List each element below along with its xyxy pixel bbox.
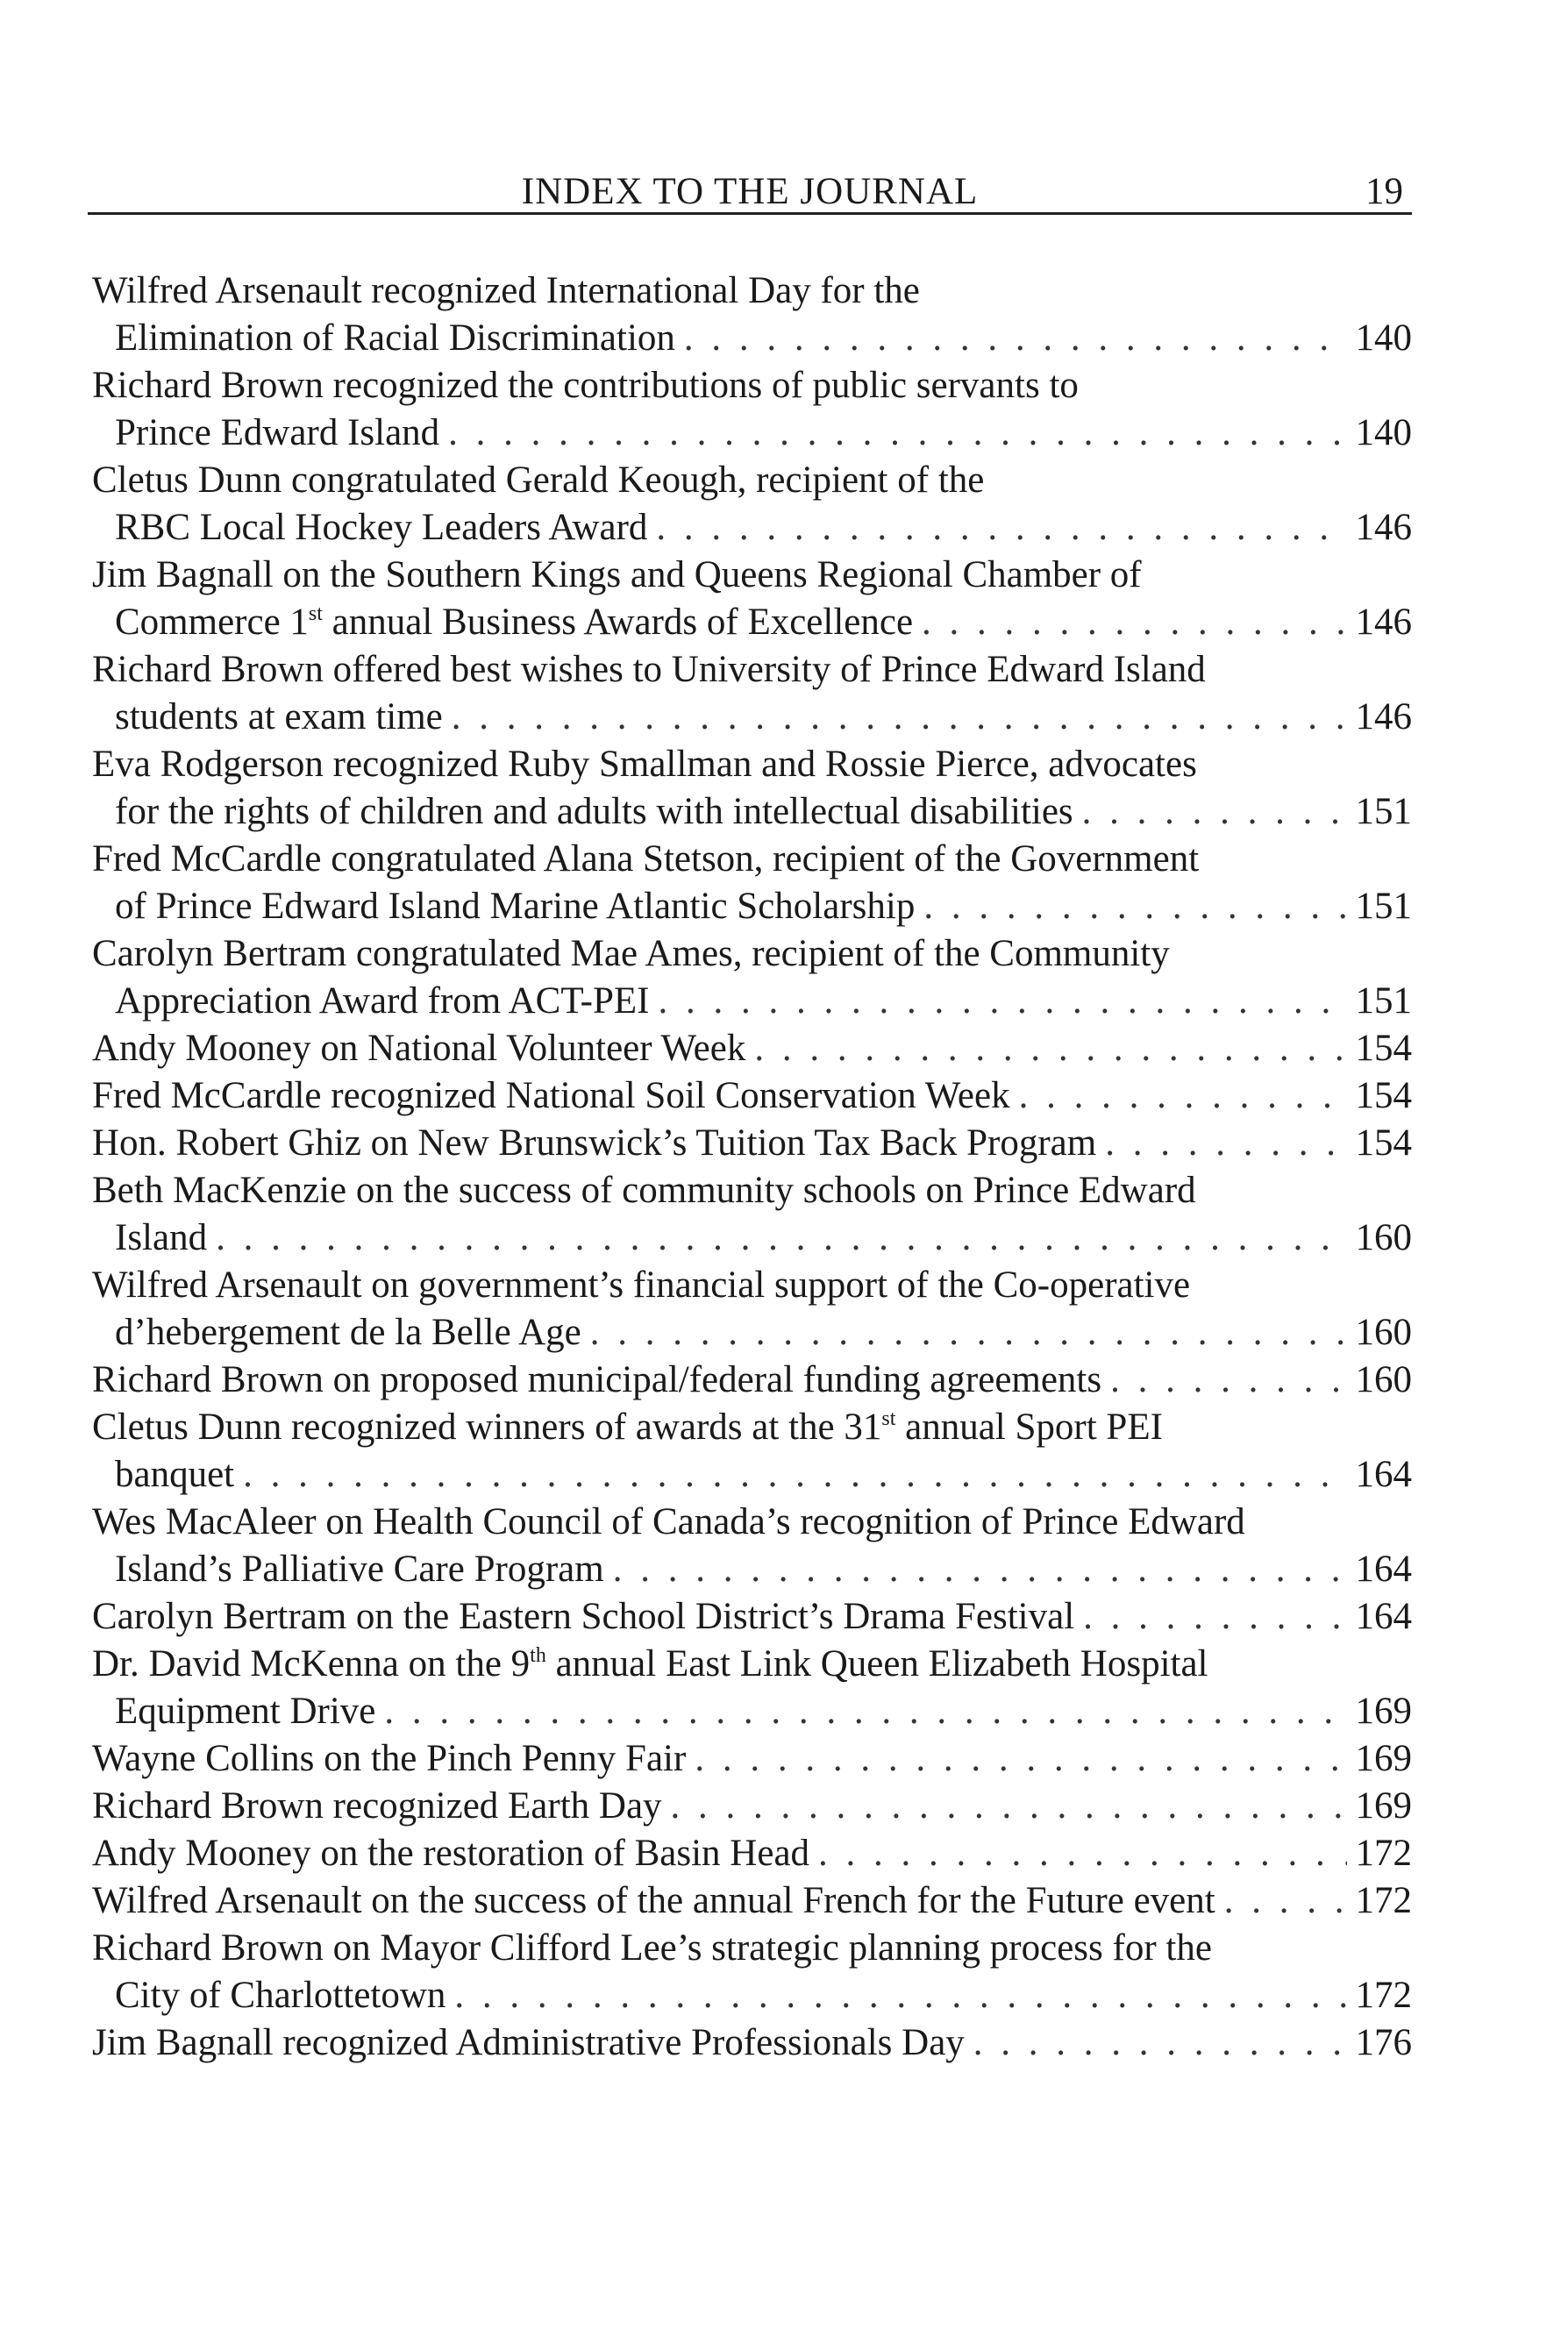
entry-page-number: 164 (1355, 1454, 1412, 1495)
dot-leader (1105, 1120, 1346, 1167)
entry-page-number: 151 (1355, 791, 1412, 832)
entry-first-line: Fred McCardle congratulated Alana Stetson, recipient of the Government (92, 838, 1200, 880)
index-list (92, 267, 1412, 2067)
ordinal-suffix: st (881, 1407, 896, 1430)
entry-last-line (92, 1877, 1412, 1925)
dot-leader (656, 504, 1346, 552)
entry-last-line (92, 1072, 1412, 1120)
index-entry (92, 1783, 1412, 1830)
dot-leader (243, 1451, 1346, 1499)
entry-last-line (92, 1593, 1412, 1641)
running-title: INDEX TO THE JOURNAL (521, 171, 979, 212)
index-entry (92, 1072, 1412, 1120)
dot-leader (1019, 1072, 1347, 1120)
entry-last-line (92, 410, 1412, 457)
dot-leader (922, 599, 1346, 646)
entry-last-line (92, 978, 1412, 1025)
ordinal-suffix: st (308, 602, 323, 625)
entry-text: for the rights of children and adults with intellectual disabilities (115, 791, 1073, 832)
entry-page-number: 140 (1355, 317, 1412, 359)
entry-text (115, 599, 913, 646)
index-entry (92, 362, 1412, 457)
entry-last-line (92, 694, 1412, 741)
entry-page-number: 154 (1355, 1028, 1412, 1069)
entry-last-line (92, 1451, 1412, 1499)
entry-last-line (92, 315, 1412, 362)
entry-first-line: Carolyn Bertram congratulated Mae Ames, recipient of the Community (92, 933, 1170, 974)
index-entry (92, 1167, 1412, 1262)
dot-leader (454, 1972, 1346, 2019)
entry-text: Fred McCardle recognized National Soil Conservation Week (92, 1075, 1010, 1116)
entry-page-number: 172 (1355, 1833, 1412, 1874)
entry-last-line (92, 1546, 1412, 1593)
entry-page-number: 160 (1355, 1217, 1412, 1258)
entry-text: Hon. Robert Ghiz on New Brunswick’s Tuition Tax Back Program (92, 1122, 1097, 1164)
entry-first-line (92, 1404, 1412, 1451)
entry-text: Cletus Dunn recognized winners of awards at the 31 (92, 1407, 882, 1448)
entry-first-line (92, 1641, 1412, 1688)
entry-text: annual Sport PEI (895, 1407, 1163, 1448)
entry-page-number: 164 (1355, 1596, 1412, 1637)
entry-first-line: Cletus Dunn congratulated Gerald Keough, recipient of the (92, 459, 985, 501)
dot-leader (452, 694, 1347, 741)
entry-page-number: 146 (1355, 602, 1412, 643)
entry-last-line (92, 1214, 1412, 1262)
entry-last-line (92, 1309, 1412, 1357)
entry-text: Elimination of Racial Discrimination (115, 317, 675, 359)
entry-first-line: Wes MacAleer on Health Council of Canada’s recognition of Prince Edward (92, 1501, 1245, 1542)
index-entry (92, 267, 1412, 362)
entry-last-line (92, 1120, 1412, 1167)
dot-leader (923, 883, 1346, 930)
dot-leader (659, 978, 1347, 1025)
entry-page-number: 160 (1355, 1359, 1412, 1400)
entry-text: City of Charlottetown (115, 1975, 446, 2016)
entry-last-line (92, 1025, 1412, 1072)
entry-page-number: 160 (1355, 1312, 1412, 1353)
entry-text: Richard Brown recognized Earth Day (92, 1785, 662, 1827)
index-entry (92, 836, 1412, 930)
entry-page-number: 140 (1355, 412, 1412, 453)
entry-page-number: 154 (1355, 1122, 1412, 1164)
dot-leader (590, 1309, 1347, 1357)
entry-page-number: 146 (1355, 696, 1412, 737)
entry-first-line: Wilfred Arsenault on government’s financial support of the Co-operative (92, 1264, 1191, 1306)
entry-text: students at exam time (115, 696, 443, 737)
entry-text: Wilfred Arsenault on the success of the annual French for the Future event (92, 1880, 1215, 1921)
index-entry (92, 1404, 1412, 1499)
index-entry (92, 1877, 1412, 1925)
entry-last-line (92, 1830, 1412, 1877)
entry-text: of Prince Edward Island Marine Atlantic Scholarship (115, 886, 916, 927)
entry-page-number: 172 (1355, 1880, 1412, 1921)
entry-first-line: Richard Brown on Mayor Clifford Lee’s strategic planning process for the (92, 1927, 1212, 1969)
dot-leader (818, 1830, 1346, 1877)
entry-last-line (92, 1357, 1412, 1404)
index-entry (92, 1593, 1412, 1641)
entry-text: annual Business Awards of Excellence (322, 602, 914, 643)
entry-text: Richard Brown on proposed municipal/federal funding agreements (92, 1359, 1102, 1400)
index-entry (92, 457, 1412, 552)
entry-page-number: 151 (1355, 980, 1412, 1022)
entry-last-line (92, 2019, 1412, 2067)
index-entry (92, 930, 1412, 1025)
dot-leader (1224, 1877, 1347, 1925)
entry-page-number: 154 (1355, 1075, 1412, 1116)
dot-leader (384, 1688, 1346, 1735)
entry-text: d’hebergement de la Belle Age (115, 1312, 581, 1353)
index-entry (92, 1262, 1412, 1357)
dot-leader (1082, 788, 1347, 836)
entry-text: annual East Link Queen Elizabeth Hospital (545, 1643, 1208, 1684)
index-entry (92, 1925, 1412, 2019)
entry-text: Jim Bagnall recognized Administrative Professionals Day (92, 2022, 965, 2063)
entry-text: banquet (115, 1454, 235, 1495)
entry-text: Equipment Drive (115, 1691, 376, 1732)
entry-first-line: Jim Bagnall on the Southern Kings and Queens Regional Chamber of (92, 554, 1142, 595)
index-entry (92, 1830, 1412, 1877)
entry-last-line (92, 1735, 1412, 1783)
entry-page-number: 176 (1355, 2022, 1412, 2063)
index-entry (92, 1499, 1412, 1593)
ordinal-suffix: th (530, 1644, 546, 1667)
entry-text: Island (115, 1217, 208, 1258)
dot-leader (1110, 1357, 1346, 1404)
entry-page-number: 169 (1355, 1785, 1412, 1827)
index-entry (92, 646, 1412, 741)
index-entry (92, 1025, 1412, 1072)
entry-last-line (92, 599, 1412, 646)
dot-leader (973, 2019, 1347, 2067)
entry-page-number: 172 (1355, 1975, 1412, 2016)
entry-page-number: 169 (1355, 1691, 1412, 1732)
index-entry (92, 1735, 1412, 1783)
entry-page-number: 164 (1355, 1549, 1412, 1590)
entry-text: Commerce 1 (115, 602, 309, 643)
index-entry (92, 1641, 1412, 1735)
index-entry (92, 741, 1412, 836)
entry-text: Dr. David McKenna on the 9 (92, 1643, 531, 1684)
entry-text: Andy Mooney on National Volunteer Week (92, 1028, 746, 1069)
index-entry (92, 1357, 1412, 1404)
running-head (88, 160, 1412, 215)
entry-text: Carolyn Bertram on the Eastern School District’s Drama Festival (92, 1596, 1075, 1637)
dot-leader (1083, 1593, 1346, 1641)
entry-first-line: Richard Brown offered best wishes to University of Prince Edward Island (92, 649, 1206, 690)
entry-page-number: 151 (1355, 886, 1412, 927)
dot-leader (671, 1783, 1347, 1830)
dot-leader (695, 1735, 1346, 1783)
entry-text: RBC Local Hockey Leaders Award (115, 507, 648, 548)
entry-last-line (92, 1783, 1412, 1830)
dot-leader (216, 1214, 1346, 1262)
entry-first-line: Eva Rodgerson recognized Ruby Smallman and Rossie Pierce, advocates (92, 744, 1197, 785)
entry-first-line: Wilfred Arsenault recognized International Day for the (92, 270, 920, 311)
entry-page-number: 146 (1355, 507, 1412, 548)
entry-last-line (92, 504, 1412, 552)
entry-text: Appreciation Award from ACT-PEI (115, 980, 650, 1022)
dot-leader (613, 1546, 1347, 1593)
entry-last-line (92, 883, 1412, 930)
index-entry (92, 552, 1412, 646)
dot-leader (754, 1025, 1346, 1072)
index-entry (92, 2019, 1412, 2067)
entry-first-line: Beth MacKenzie on the success of community schools on Prince Edward (92, 1170, 1196, 1211)
page-number: 19 (1365, 171, 1403, 212)
entry-last-line (92, 788, 1412, 836)
entry-text: Prince Edward Island (115, 412, 440, 453)
entry-text: Wayne Collins on the Pinch Penny Fair (92, 1738, 687, 1779)
dot-leader (684, 315, 1347, 362)
entry-page-number: 169 (1355, 1738, 1412, 1779)
entry-last-line (92, 1972, 1412, 2019)
entry-first-line: Richard Brown recognized the contributions of public servants to (92, 365, 1079, 406)
entry-last-line (92, 1688, 1412, 1735)
dot-leader (448, 410, 1346, 457)
entry-text: Andy Mooney on the restoration of Basin Head (92, 1833, 810, 1874)
entry-text: Island’s Palliative Care Program (115, 1549, 604, 1590)
index-entry (92, 1120, 1412, 1167)
